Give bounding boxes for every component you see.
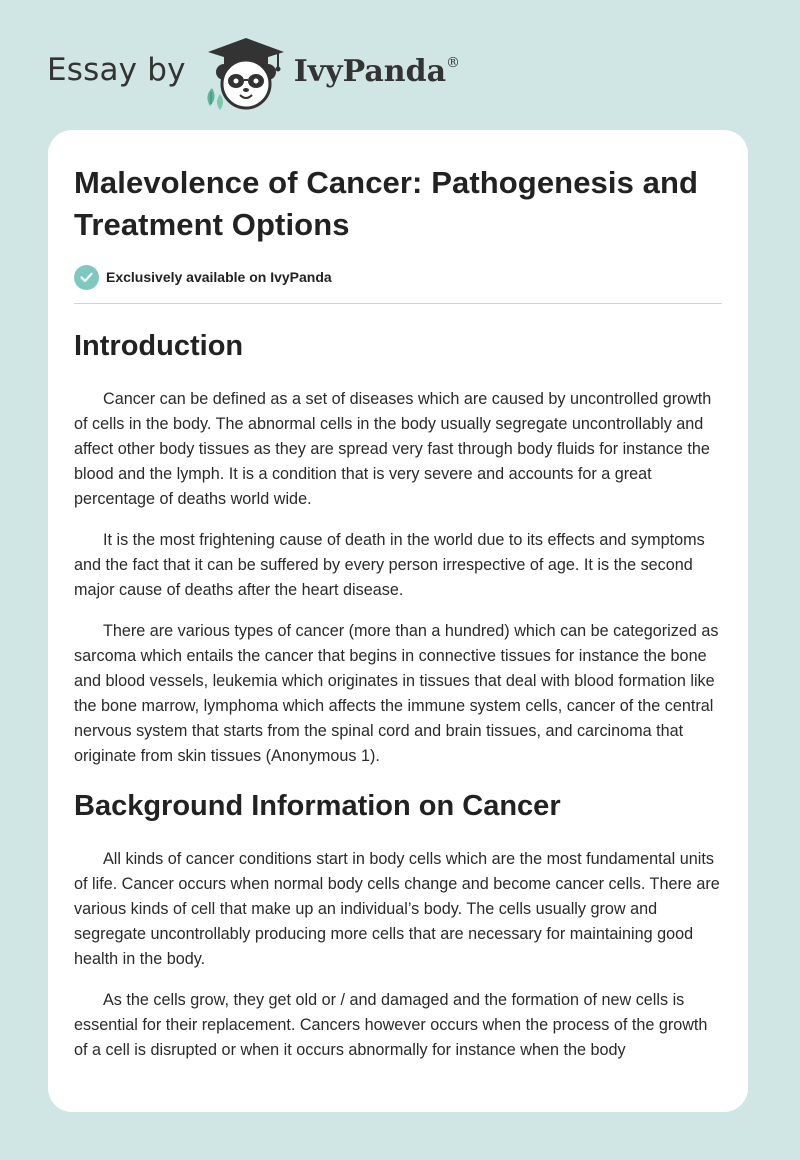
brand-logo-text[interactable]: IvyPanda® (293, 53, 461, 89)
site-header (47, 34, 460, 110)
check-circle-icon (74, 265, 99, 290)
section-heading-background: Background Information on Cancer (74, 790, 561, 822)
paragraph: It is the most frightening cause of death in the world due to its effects and symptoms and the fact that it can be suffered by every person irrespective of age. It is the second major cause of deaths after the heart disease. (74, 531, 705, 599)
page-title: Malevolence of Cancer: Pathogenesis and Treatment Options (74, 165, 699, 242)
exclusive-badge-label: Exclusively available on IvyPanda (106, 269, 332, 285)
essay-by-label: Essay by (47, 52, 186, 88)
essay-card (48, 130, 748, 1112)
paragraph: As the cells grow, they get old or / and damaged and the formation of new cells is essential for their replacement. Cancers however occurs when the process of the growth of a cell is disrupted or when it occurs abnormally for instance when the body (74, 991, 708, 1059)
title-divider (74, 303, 722, 304)
paragraph: There are various types of cancer (more than a hundred) which can be categorized as sarcoma which entails the cancer that begins in connective tissues for instance the bone and blood vessels, leukemia which originates in tissues that deal with blood formation like the bone marrow, lymphoma which affects the immune system cells, cancer of the central nervous system that starts from the spinal cord and brain tissues, and carcinoma that originate from skin tissues (Anonymous 1). (74, 622, 719, 765)
section-heading-introduction: Introduction (74, 330, 244, 362)
panda-graduate-icon (204, 34, 288, 110)
paragraph: All kinds of cancer conditions start in body cells which are the most fundamental units of life. Cancer occurs when normal body cells change and become cancer cells. There are various kinds of cell that make up an individual’s body. The cells usually grow and segregate uncontrollably producing more cells that are necessary for maintaining good health in the body. (74, 850, 720, 968)
exclusive-badge (74, 263, 722, 291)
paragraph: Cancer can be defined as a set of diseases which are caused by uncontrolled growth of cells in the body. The abnormal cells in the body usually segregate uncontrollably and affect other body tissues as they are spread very fast through body fluids for instance the blood and the lymph. It is a condition that is very severe and accounts for a great percentage of deaths world wide. (74, 390, 712, 508)
